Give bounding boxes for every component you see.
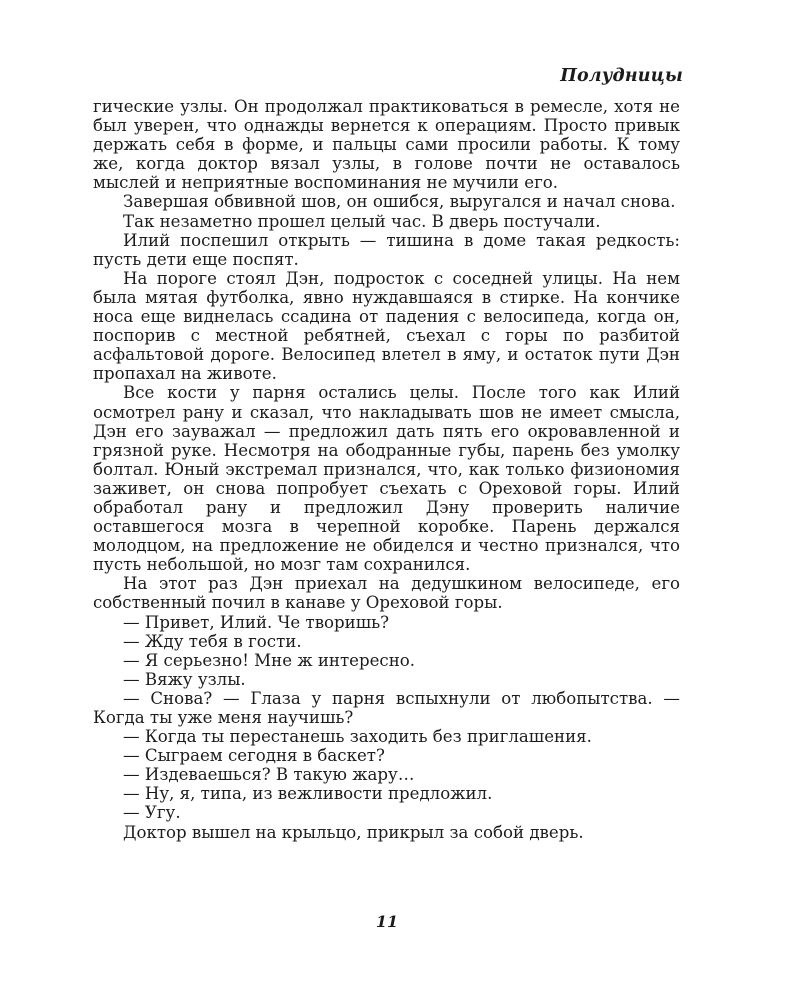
paragraph: Завершая обвивной шов, он ошибся, выругался и начал снова. xyxy=(123,192,676,212)
dialogue-line: — Жду тебя в гости. xyxy=(123,631,302,651)
paragraph: Илий поспешил открыть — тишина в доме такая редкость: пусть дети еще поспят. xyxy=(93,230,680,269)
paragraph: Так незаметно прошел целый час. В дверь постучали. xyxy=(123,211,601,231)
dialogue-line: — Привет, Илий. Че творишь? xyxy=(123,612,390,632)
paragraph: На пороге стоял Дэн, подросток с соседней улицы. На нем была мятая футболка, явно нуждавшаяся в стирке. На кончике носа еще виднелась ссадина от падения с велосипеда, когда он, поспорив с местной ребятней, съехал с горы по разбитой асфальтовой дороге. Велосипед влетел в яму, и остаток пути Дэн пропахал на животе. xyxy=(93,268,680,384)
paragraph: Доктор вышел на крыльцо, прикрыл за собой дверь. xyxy=(123,822,584,842)
dialogue-line: — Ну, я, типа, из вежливости предложил. xyxy=(123,784,493,804)
body-text xyxy=(93,97,680,842)
dialogue-line: — Снова? — Глаза у парня вспыхнули от любопытства. — Когда ты уже меня научишь? xyxy=(93,688,680,727)
paragraph: Все кости у парня остались целы. После того как Илий осмотрел рану и сказал, что накладывать шов не имеет смысла, Дэн его зауважал — предложил дать пять его окровавленной и грязной руке. Несмотря на ободранные губы, парень без умолку болтал. Юный экстремал признался, что, как только физиономия заживет, он снова попробует съехать с Ореховой горы. Илий обработал рану и предложил Дэну проверить наличие оставшегося мозга в черепной коробке. Парень держался молодцом, на предложение не обиделся и честно признался, что пусть небольшой, но мозг там сохранился. xyxy=(93,383,680,575)
paragraph-continued: гические узлы. Он продолжал практиковаться в ремесле, хотя не был уверен, что однажды вернется к операциям. Просто привык держать себя в форме, и пальцы сами просили работы. К тому же, когда доктор вязал узлы, в голове почти не оставалось мыслей и неприятные воспоминания не мучили его. xyxy=(93,97,680,193)
dialogue-line: — Сыграем сегодня в баскет? xyxy=(123,746,385,766)
dialogue-line: — Угу. xyxy=(123,803,181,823)
page-number: 11 xyxy=(375,912,399,931)
dialogue-line: — Издеваешься? В такую жару… xyxy=(123,765,415,785)
paragraph: На этот раз Дэн приехал на дедушкином велосипеде, его собственный почил в канаве у Ореховой горы. xyxy=(93,574,680,613)
dialogue-line: — Когда ты перестанешь заходить без приглашения. xyxy=(123,727,592,747)
dialogue-line: — Вяжу узлы. xyxy=(123,669,246,689)
running-head: Полудницы xyxy=(560,66,683,86)
dialogue-line: — Я серьезно! Мне ж интересно. xyxy=(123,650,416,670)
